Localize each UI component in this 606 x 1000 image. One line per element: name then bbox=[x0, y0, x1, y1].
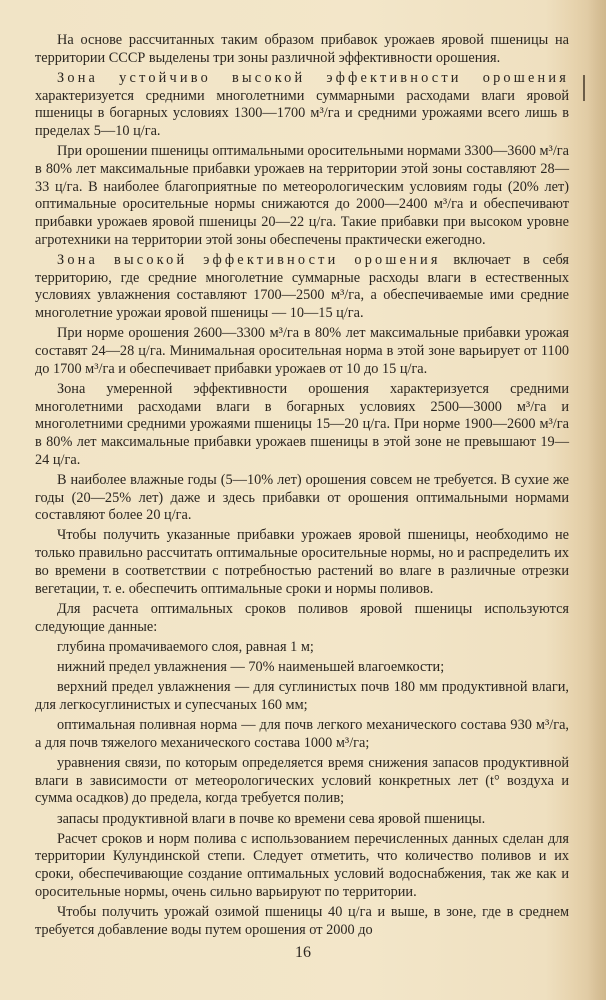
paragraph-wet-years: В наиболее влажные годы (5—10% лет) орошения совсем не требуется. В сухие же годы (20—25% лет) даже и здесь прибавки от орошения оптимальными нормами составляют более 20 ц/га. bbox=[35, 471, 569, 524]
zone-1-heading: Зона устойчиво высокой эффективности орошения bbox=[57, 69, 569, 86]
zone-1-text: характеризуется средними многолетними суммарными расходами влаги яровой пшеницы в богарных условиях 1300—1700 м³/га и средними урожаями всего лишь в пределах 5—10 ц/га. bbox=[35, 87, 569, 140]
paragraph-zone-2-irrigation: При норме орошения 2600—3300 м³/га в 80% лет максимальные прибавки урожая составят 24—28 ц/га. Минимальная оросительная норма в этой зоне варьирует от 1100 до 1700 м³/га и обеспечивает прибавки урожаев от 10 до 15 ц/га. bbox=[35, 325, 569, 377]
paragraph-zone-1-irrigation: При орошении пшеницы оптимальными оросительными нормами 3300—3600 м³/га в 80% лет максимальные прибавки урожаев на территории этой зоны составляют 28—33 ц/га. В наиболее благоприятные по метеорологическим условиям годы (20% лет) оптимальные оросительные нормы снижаются до 2000—2400 м³/га и обеспечивают прибавки урожаев яровой пшеницы 20—22 ц/га. Такие прибавки при высоком уровне агротехники на территории этой зоны обеспечены практически ежегодно. bbox=[35, 143, 569, 248]
list-item: верхний предел увлажнения — для суглинистых почв 180 мм продуктивной влаги, для легкосуглинистых и супесчаных 160 мм; bbox=[35, 679, 569, 713]
paragraph-zone-2 bbox=[35, 252, 569, 323]
zone-2-heading: Зона высокой эффективности орошения bbox=[57, 251, 441, 268]
paragraph-zone-3: Зона умеренной эффективности орошения характеризуется средними многолетними расходами влаги в богарных условиях 2500—3000 м³/га и многолетними средними урожаями пшеницы 15—20 ц/га. При норме 1900—2600 м³/га в 80% лет максимальные прибавки урожаев пшеницы в этой зоне не превышают 19—24 ц/га. bbox=[35, 380, 569, 468]
paragraph-zone-1 bbox=[35, 70, 569, 141]
paragraph-winter-wheat: Чтобы получить урожай озимой пшеницы 40 ц/га и выше, в зоне, где в среднем требуется добавление воды путем орошения от 2000 до bbox=[35, 904, 569, 938]
list-item: уравнения связи, по которым определяется время снижения запасов продуктивной влаги в зависимости от метеорологических условий конкретных лет (t° воздуха и сумма осадков) до предела, когда требуется полив; bbox=[35, 754, 569, 807]
page-number: 16 bbox=[295, 944, 311, 961]
margin-mark bbox=[583, 75, 585, 101]
list-item: нижний предел увлажнения — 70% наименьшей влагоемкости; bbox=[57, 658, 445, 675]
paragraph-timing: Чтобы получить указанные прибавки урожаев яровой пшеницы, необходимо не только правильно рассчитать оптимальные оросительные нормы, но и распределить их во времени в соответствии с потребностью растений во влаге в различные отрезки вегетации, т. е. обеспечить оптимальные сроки и нормы поливов. bbox=[35, 527, 569, 597]
paragraph-data-intro: Для расчета оптимальных сроков поливов яровой пшеницы используются следующие данные: bbox=[35, 600, 569, 635]
zone-2-text: включает в себя территорию, где средние многолетние суммарные расходы влаги в естественных условиях увлажнения составляют 1700—2500 м³/га, а обеспечиваемые ими средние многолетние урожаи яровой пшеницы — 10—15 ц/га. bbox=[35, 251, 569, 322]
list-item: оптимальная поливная норма — для почв легкого механического состава 930 м³/га, а для почв тяжелого механического состава 1000 м³/га; bbox=[35, 717, 569, 751]
paragraph-intro: На основе рассчитанных таким образом прибавок урожаев яровой пшеницы на территории СССР выделены три зоны различной эффективности орошения. bbox=[35, 32, 569, 66]
list-item: глубина промачиваемого слоя, равная 1 м; bbox=[57, 638, 314, 655]
page-edge-shadow bbox=[588, 0, 606, 1000]
paragraph-kulunda: Расчет сроков и норм полива с использованием перечисленных данных сделан для территории Кулундинской степи. Следует отметить, что количество поливов и их сроки, обеспечивающие создание оптимальных условий водоснабжения, так же как и оросительные нормы, очень сильно варьируют по территории. bbox=[35, 830, 569, 900]
list-item: запасы продуктивной влаги в почве ко времени сева яровой пшеницы. bbox=[57, 810, 486, 827]
book-page-text bbox=[35, 32, 569, 942]
